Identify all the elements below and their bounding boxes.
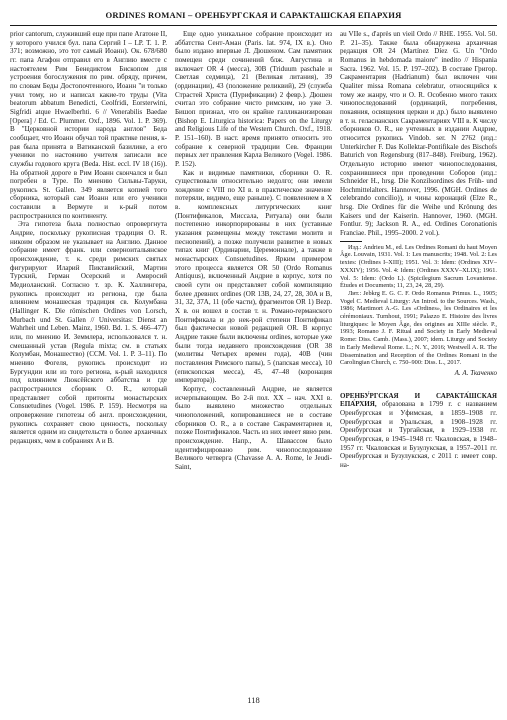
new-entry	[340, 392, 497, 470]
entry-text: образована в 1799 г. с названием Оренбургская и Уфимская, в 1859–1908 гг. Оренбургская и Уральская, в 1908–1928 гг. Оренбургская и Тургайская, в 1929–1938 гг. Оренбургская, в 1945–1948 гг. Чкаловская, в 1948–1957 гг. Чкаловская и Бузулукская, в 1957–2011 гг. Оренбургская и Бузулукская, с 2011 г. имеет совр. на-	[340, 400, 497, 469]
column-middle	[175, 30, 332, 688]
column-right	[340, 30, 497, 688]
column-left	[10, 30, 167, 688]
paragraph: Корпус, составленный Андрие, не является исчерпывающим. Во 2-й пол. XX – нач. XXI в. было выявлено множество отдельных чиноположений, копировавшиеся не в составе сборников О. R., а в составе Сакраментариев и, позже Понтификалов. Часть из них имеет явно рим. происхождение. Напр., А. Шавассом было идентифицировано рим. чинопоследование Великого четверга (Chavasse A. A. Rome, le Jeudi-Saint,	[175, 384, 332, 471]
paragraph: Как и видимые памятники, сборники О. R. существовали относительно недолго; они имели хождение с VIII по XI в. в практическое значение потеряли, видимо, еще раньше). С появлением в X в. комплексных литургических книг (Понтификалов, Миссала, Ритуала) они были постепенно инкорпорированы в них (уставные указания размещены между текстами молитв и песнопений), а позже получили развитие в новых типах книг (Ординарии, Церемониале), а также в монастырских Consuetudines. Ярким примером этого процесса является OR 50 (Ordo Romanus Antiquus), включенный Андрие в корпус, хотя по своей сути он представляет собой компиляцию более древних ordines (OR 13B, 24, 27, 28, 30A и B, 31, 32, 37A, 11 (обе части), фрагментов OR 1) Bezp. X в. он вошел в состав т. н. Романо-германского Понтификала и до нек-рой степени Понтификал был фактически новой редакцией OR. В корпус Андрие также были включены ordines, которые уже были тогда недавнего происхождения (OR 38 (молитвы Четырех времен года), 40B (чин поставления Римского папы), 5 (папская месса), 10 (епископская месса), 45, 47–48 (коронация императора)).	[175, 168, 332, 385]
paragraph: au VIIe s., d'après un vieil Ordo // RHE. 1955. Vol. 50. P. 21–35). Также была обнаружена архаичная редакция OR 24 (Martínez Díez G. Un "Ordo Romanus in hebdomada maiore" inedito // Hispania Sacra. 1962. Vol. 15. P. 197–202). В составе Григор. Сакраментария (Hadrianum) был включен чин Qualiter missa Romana celebratur, относящийся к тому же жанру, что и О. R. Особенно много таких чинопоследований (ординаций, погребения, покаяния, освящения церкви и др.) было выявлено в т. н. геласианских Сакраментариях VIII в. К числу сборников О. R., не учтенных в издании Андрие, относится рукопись Vindob. ser. N 2762 (изд.: Unterkircher F. Das Kollektar-Pontifikale des Bischofs Baturich von Regensburg (817–848). Freiburg, 1962). Отдельную историю имеют чинопоследования, сохранившиеся при проведении Соборов (изд.: Schneider H., hrsg. Die Konzilsordines des Früh- und Hochmittelalters. Hannover, 1996. (MGH. Ordines de celebrando concilio)), и чины коронаций (Elze R., hrsg. Die Ordines für die Weihe und Krönung des Kaisers und der Kaiserin. Hannover, 1960. (MGH. Fontlur. 9); Jackson R. A., ed. Ordines Coronationis Franciae. Phil., 1995–2000. 2 vol.).	[340, 30, 497, 238]
header-rule	[10, 25, 497, 26]
editions-list: Изд.: Andrieu M., ed. Les Ordines Romani du haut Moyen Âge. Louvain, 1931. Vol. 1: Les manuscrits; 1948. Vol. 2: Les textes: (Ordines I–XIII); 1951. Vol. 3: Idem: (Ordines XIV–XXXIV); 1956. Vol. 4: Idem: (Ordines XXXV–XLIX); 1961. Vol. 5: Idem: (Ordo L). (Spicilegium Sacrum Lovaniense. Études et Documents; 11, 23, 24, 28, 29).	[340, 243, 497, 290]
bibliography-separator	[340, 241, 362, 242]
paragraph: Эта гипотеза была полностью опровергнута Андрие, поскольку рукописная традиция О. R. никоим образом не указывает на Англию. Данное собрание имеет франк. или северноитальянское происхождение, т. к. среди римских святых фигурируют Иларий Пиктавийский, Мартин Турский, Герман Осерский и Амвросий Медиоланский. Согласно т. зр. К. Халлингера, рукопись происходит из региона, где была влиянием монашеская традиция св. Колумбана (Hallinger K. Die römischen Ordines von Lorsch, Murbach und St. Gallen // Universitas: Dienst an Wahrheit und Leben. Mainz, 1960. Bd. 1. S. 466–477) или, по мнению И. Земмлера, использовался т. н. смешанный устав (Regula mixta; см. в статьях Колумбан, Монашество) (CCM. Vol. 1. P. 3–11). По мнению Фогеля, рукопись происходит из Бургундии или из того региона, к-рый находился под влиянием Люксёйского аббатства и где распространился сборник О. R., который представляет собой притонты монастырских Consuetudines (Vogel. 1986. P. 159). Несмотря на опровержение гипотезы об англ. происхождении, рукопись сохраняет свою ценность, поскольку является одним из свидетельств о более архаичных редакциях, чем в собраниях A и B.	[10, 220, 167, 445]
page-number: 118	[247, 695, 260, 705]
paragraph: prior cantorum, служивший еще при папе Агатоне II, у которого учился бул. папа Сергий I – LP. T. 1. P. 371; возможно, это тот самый Иоанн). Ок. 678/680 гг. папа Агафон отправил его в Англию вместе с настоятелем Рим Бенедиктом Бископом для устроения богослужения по рим. обряду, причем, по словам Беды Достопочтенного, Иоанн "и только учил тому, но и написал какие-то труды (Vita beatorum abbatum Benedicti, Ceolfridi, Eorsterwini, Sigfridi atque Hwaelberhti. 6 // Venerabilis Baedae [Opera] / Ed. C. Plummer. Oxf., 1896. Vol. 1. P. 369). В "Церковной истории народа англов" Беда сообщает, что Иоанн обучал той практике пения, к-рая была принята в Ватиканской базилике, а его ученики по настоянию учителя записали все службы годового круга (Beda. Hist. eccl. IV 18 (16)). На обратной дороге в Рим Иоанн скончался и был погребен в Туре. По мнению Сильвы-Таруки, рукопись St. Gallen. 349 является копией того сборника, который сам Иоанн или его ученики составили в Вермуте и к-рый потом распространился по континенту.	[10, 30, 167, 220]
literature-list: Лит.: Jebkrg E. G. C. F. Ordo Romanus Primus. L., 1905; Vogel C. Medieval Liturgy: An Introd. to the Sources. Wash., 1986; Martimort A.-G. Les «Ordines», les Ordinaires et les cérémoniaux. Turnhout, 1991; Palazzo E. Histoire des livres liturgiques: le Moyen Âge, des origines au XIIIe siècle. P., 1993; Romano J. F. Ritual and Society in Early Medieval Rome: Diss. Camb. (Mass.), 2007; idem. Liturgy and Society in Early Medieval Rome. L.; N. Y., 2016; Westwell A. R. The Dissemination and Reception of the Ordines Romani in the Carolingian Church, c. 750–900: Diss. L., 2017.	[340, 289, 497, 367]
running-head: ORDINES ROMANI – ОРЕНБУРГСКАЯ И САРАКТАШСКАЯ ЕПАРХИЯ	[105, 10, 402, 20]
author-signature: А. А. Ткаченко	[454, 369, 497, 377]
entry-headword: ОРЕНБУ́РГСКАЯ И САРАКТА́ШСКАЯ ЕПА́РХИЯ,	[340, 391, 497, 409]
paragraph: Еще одно уникальное собрание происходит из аббатства Сент-Аман (Paris. lat. 974, IX в.). Оно было издано впервые Л. Дюшеном. Сам памятник помещен среди сочинений блж. Августина и включает OR 4 (месса), 30B (Triduum paschale и Светлая седмица), 21 (Великая литания), 39 (ординации), 43 (положение реликвий), 29 (служба Страстей Христа (Пурификации) 2 февр.). Дюшен считал это собрание чисто римским, но уже Э. Бишоп признал, что он крайне галликанизирован (Bishop E. Liturgica historica: Papers on the Liturgy and Religious Life of the Western Church. Oxf., 1918. P. 151–160). В наст. время принято относить это собрание к северной традиции Сев. Франции первых лет правления Карла Великого (Vogel. 1986. P. 152).	[175, 30, 332, 168]
text-columns	[10, 30, 497, 688]
